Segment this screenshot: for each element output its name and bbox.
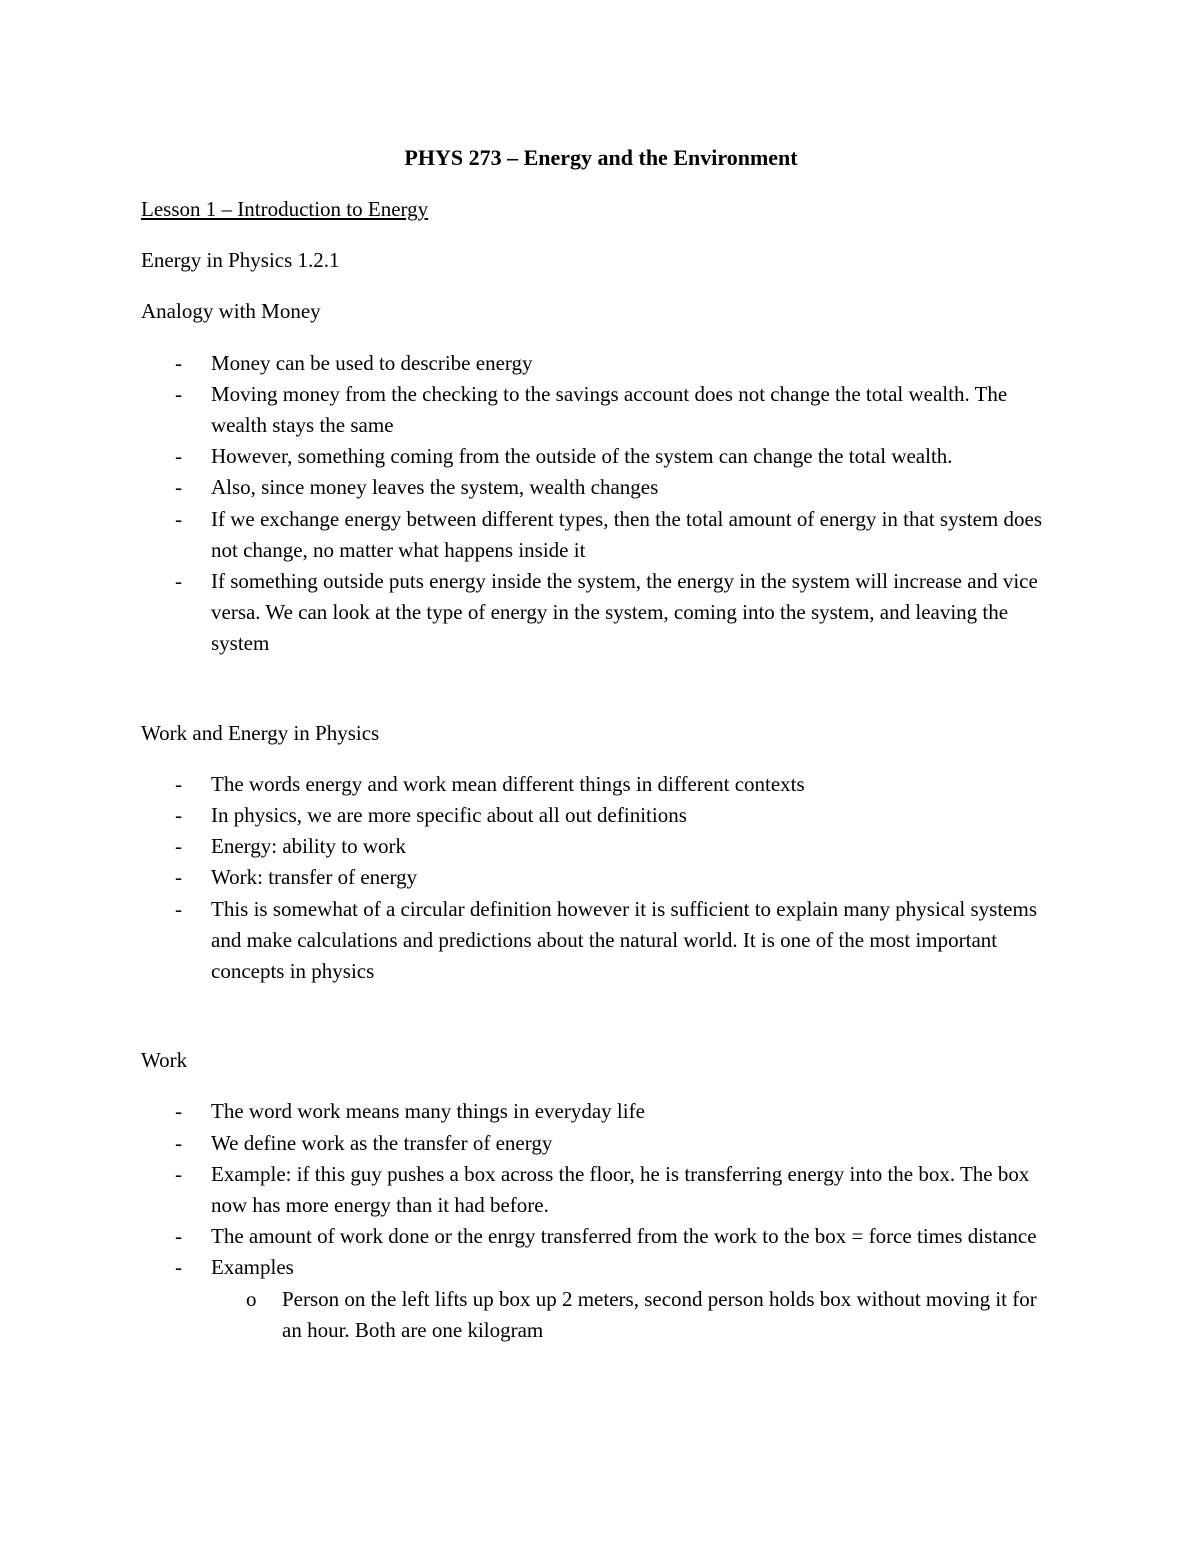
dash-bullet: -: [175, 865, 182, 890]
list-item: [141, 1252, 1061, 1346]
dash-bullet: -: [175, 834, 182, 859]
dash-bullet: -: [175, 1130, 182, 1155]
list-item: [141, 1159, 1061, 1221]
dash-bullet: -: [175, 350, 182, 375]
list-item-text: Also, since money leaves the system, wealth changes: [211, 475, 659, 500]
sub-list-item-text: Person on the left lifts up box up 2 meters, second person holds box without moving it for an hour. Both are one kilogram: [282, 1286, 1037, 1342]
list-item-text: Moving money from the checking to the savings account does not change the total wealth. The wealth stays the same: [211, 381, 1008, 438]
list-item: [141, 769, 1061, 800]
circle-bullet: o: [246, 1286, 257, 1311]
list-item: [141, 800, 1061, 831]
dash-bullet: -: [175, 506, 182, 531]
document-content: [141, 142, 1061, 1346]
list-item: [141, 862, 1061, 893]
list-item: [141, 894, 1061, 988]
section-heading: Work: [141, 1048, 188, 1073]
bullet-list: [141, 769, 1061, 987]
list-item: [141, 441, 1061, 472]
list-item-text: The amount of work done or the enrgy transferred from the work to the box = force times distance: [211, 1224, 1037, 1249]
section-heading: Analogy with Money: [141, 299, 321, 324]
list-item: [141, 504, 1061, 566]
dash-bullet: -: [175, 896, 182, 921]
list-item: [141, 1128, 1061, 1159]
sub-bullet-list: [211, 1284, 1061, 1346]
list-item-text: We define work as the transfer of energy: [211, 1130, 553, 1155]
dash-bullet: -: [175, 1161, 182, 1186]
list-item-text: Money can be used to describe energy: [211, 350, 533, 375]
dash-bullet: -: [175, 475, 182, 500]
list-item-text: Examples: [211, 1255, 294, 1280]
section-spacer: [141, 987, 1061, 1045]
dash-bullet: -: [175, 444, 182, 469]
list-item: [141, 472, 1061, 503]
list-item-text: If we exchange energy between different types, then the total amount of energy in that system does not change, no matter what happens inside it: [211, 506, 1042, 562]
list-item: [141, 379, 1061, 441]
list-item-text: This is somewhat of a circular definition however it is sufficient to explain many physical systems and make calculations and predictions about the natural world. It is one of the most important concepts in physics: [211, 896, 1038, 984]
dash-bullet: -: [175, 381, 182, 406]
list-item-text: The words energy and work mean different things in different contexts: [211, 771, 805, 796]
subsection-heading: Energy in Physics 1.2.1: [141, 248, 340, 273]
list-item: [141, 566, 1061, 660]
section-heading: Work and Energy in Physics: [141, 720, 380, 745]
bullet-list: [141, 348, 1061, 660]
list-item: [141, 831, 1061, 862]
list-item-text: Example: if this guy pushes a box across the floor, he is transferring energy into the box. The box now has more energy than it had before.: [211, 1161, 1030, 1218]
dash-bullet: -: [175, 1255, 182, 1280]
dash-bullet: -: [175, 1224, 182, 1249]
dash-bullet: -: [175, 1099, 182, 1124]
list-item-text: If something outside puts energy inside the system, the energy in the system will increase and vice versa. We can look at the type of energy in the system, coming into the system, and leaving the system: [211, 569, 1038, 656]
sub-list-item: [211, 1284, 1061, 1346]
bullet-list: [141, 1096, 1061, 1346]
section-spacer: [141, 660, 1061, 718]
lesson-heading: Lesson 1 – Introduction to Energy: [141, 197, 429, 221]
list-item: [141, 1096, 1061, 1127]
list-item: [141, 348, 1061, 379]
list-item-text: However, something coming from the outside of the system can change the total wealth.: [211, 444, 953, 469]
dash-bullet: -: [175, 803, 182, 828]
list-item-text: The word work means many things in everyday life: [211, 1099, 645, 1124]
document-title: PHYS 273 – Energy and the Environment: [404, 145, 798, 170]
list-item: [141, 1221, 1061, 1252]
dash-bullet: -: [175, 771, 182, 796]
list-item-text: Work: transfer of energy: [211, 865, 418, 890]
list-item-text: Energy: ability to work: [211, 834, 406, 859]
dash-bullet: -: [175, 569, 182, 594]
list-item-text: In physics, we are more specific about all out definitions: [211, 803, 687, 828]
